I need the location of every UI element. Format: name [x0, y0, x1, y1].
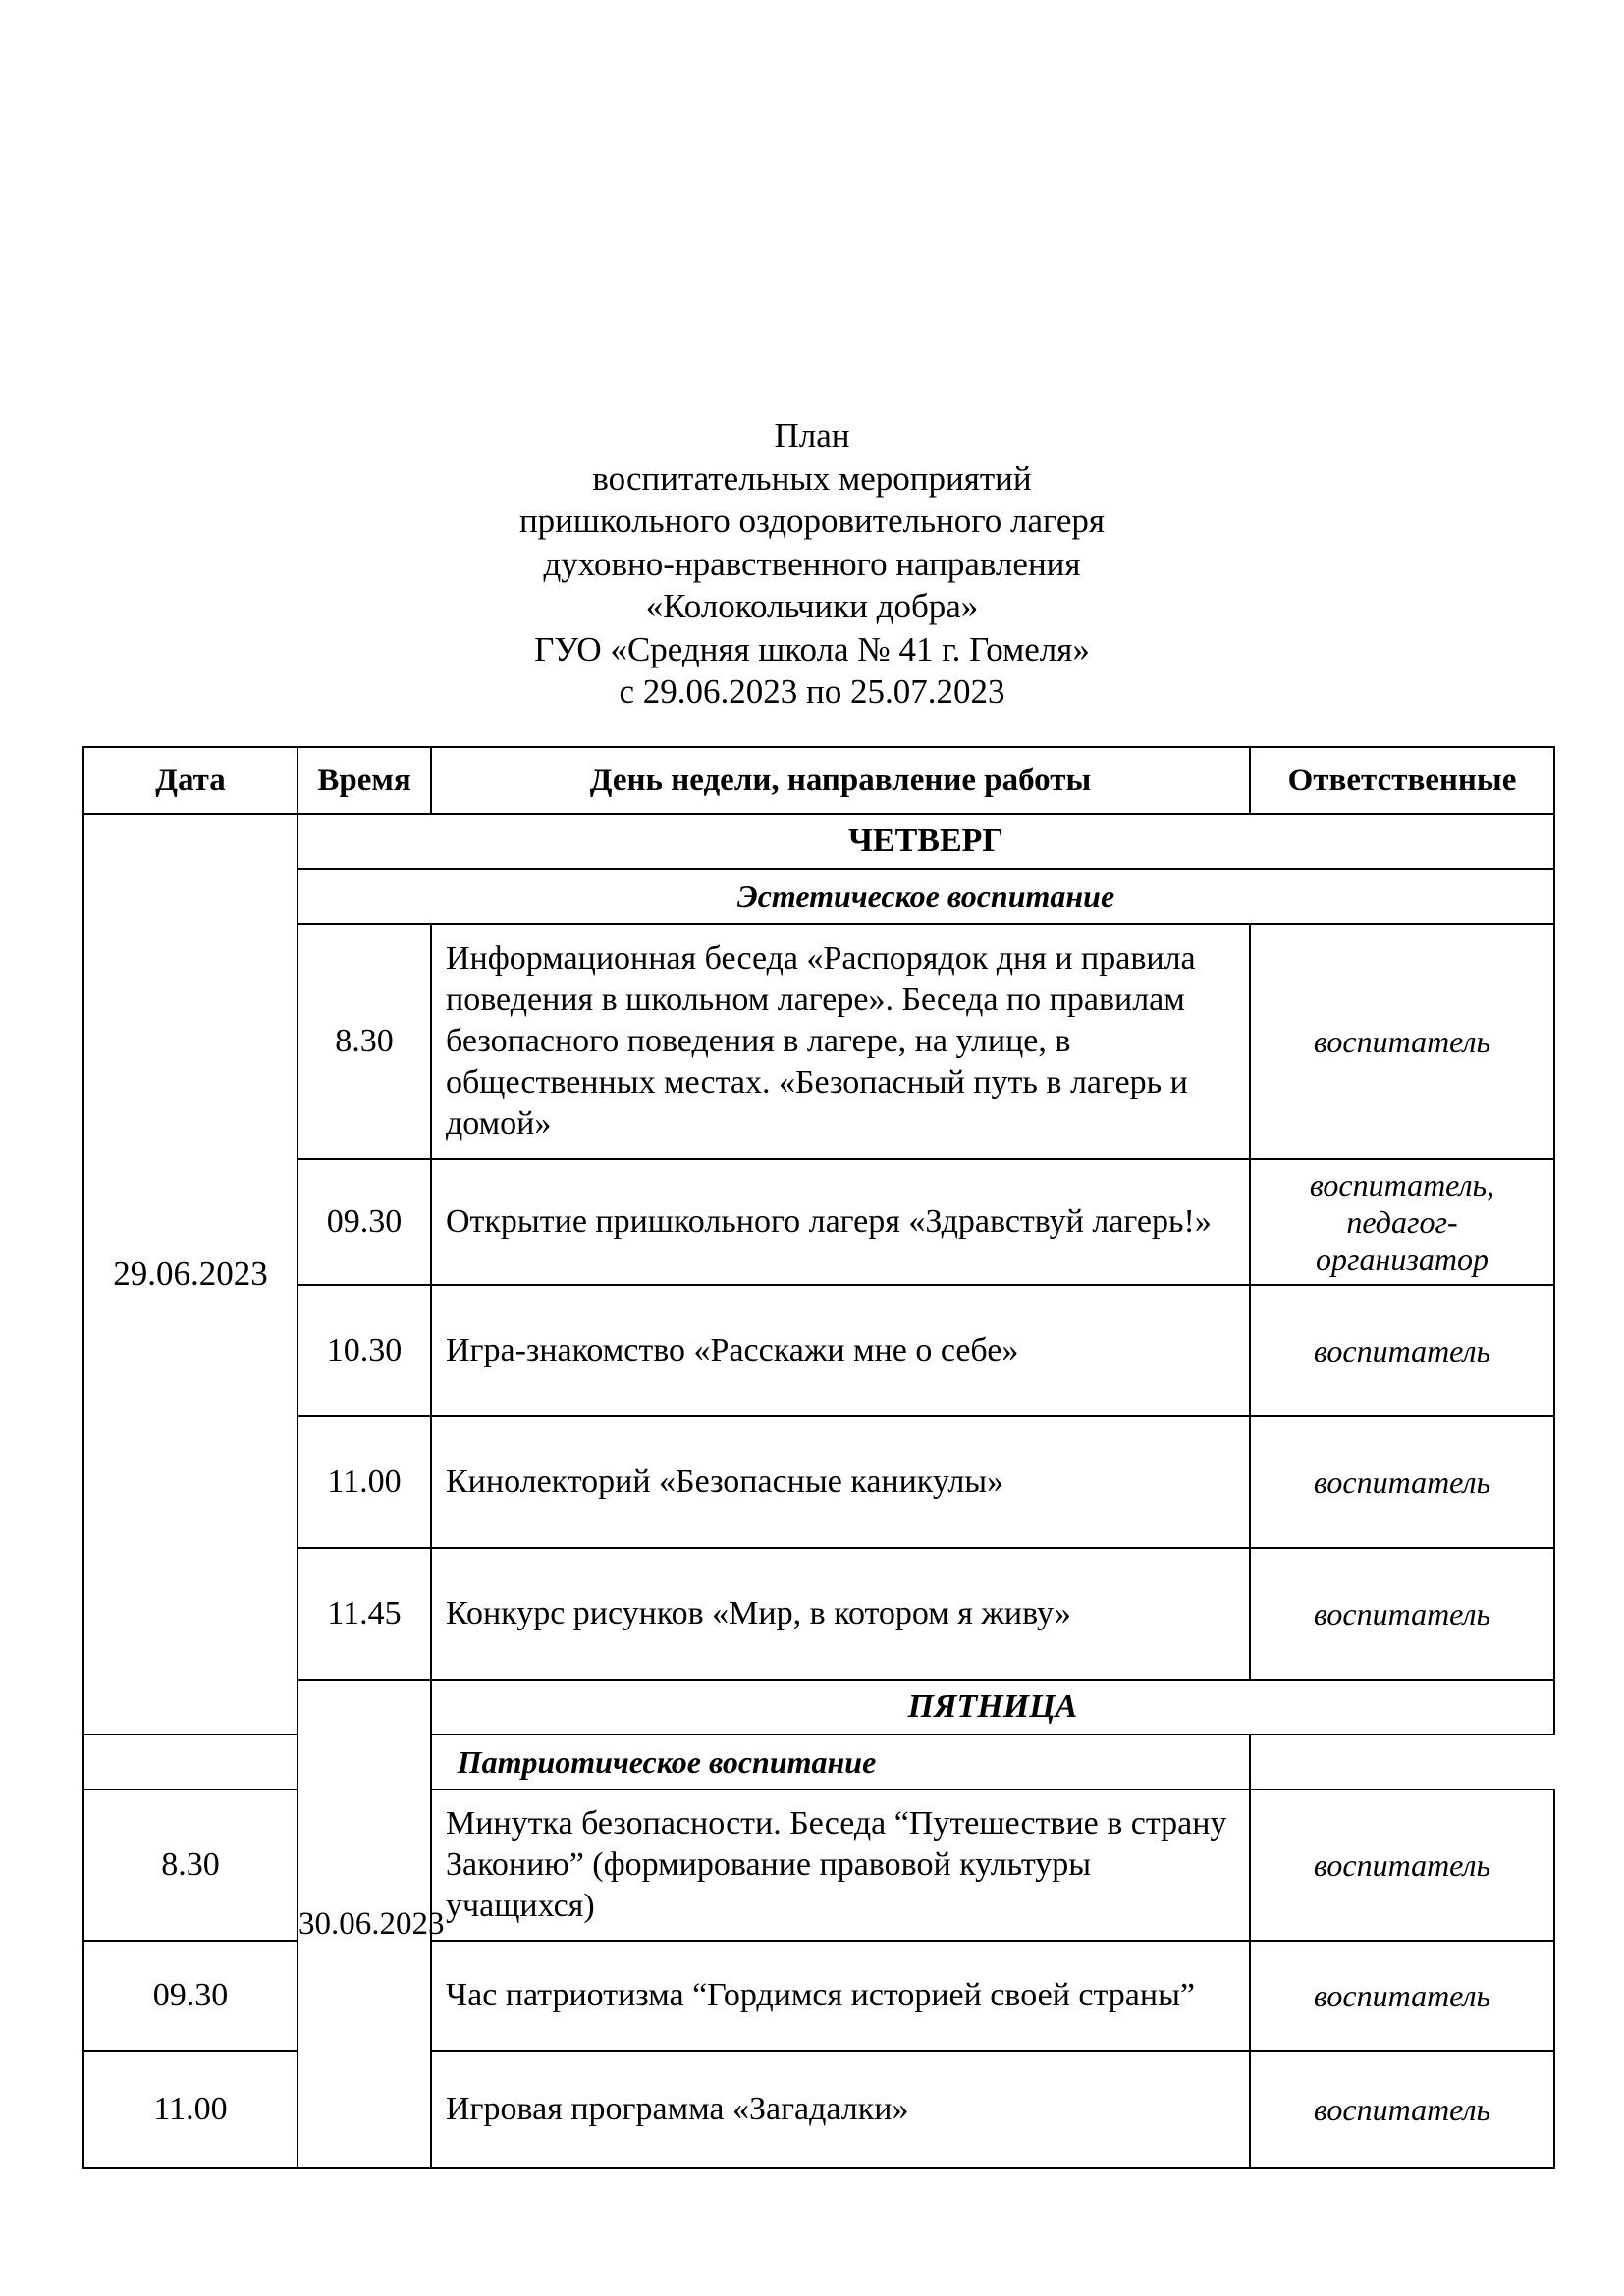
activity-cell: Информационная беседа «Распорядок дня и правила поведения в школьном лагере». Беседа по правилам безопасного поведения в лагере, на улице, в общественных местах. «Безопасный путь в лагерь и домой» — [431, 924, 1250, 1159]
time-cell: 11.45 — [298, 1548, 431, 1680]
title-line-school: ГУО «Средняя школа № 41 г. Гомеля» — [534, 629, 1090, 668]
document-title — [0, 414, 1624, 714]
responsible-cell: воспитатель — [1250, 1285, 1554, 1416]
date-cell: 29.06.2023 — [83, 814, 298, 1735]
time-cell: 11.00 — [298, 1416, 431, 1548]
schedule-table — [82, 746, 1555, 2169]
direction-row — [83, 869, 1554, 924]
activity-cell: Минутка безопасности. Беседа “Путешествие в страну Законию” (формирование правовой культуры учащихся) — [431, 1789, 1250, 1941]
activity-cell: Кинолекторий «Безопасные каникулы» — [431, 1416, 1250, 1548]
weekday-row — [83, 814, 1554, 869]
title-line-period: с 29.06.2023 по 25.07.2023 — [619, 672, 1005, 711]
activity-cell: Игра-знакомство «Расскажи мне о себе» — [431, 1285, 1250, 1416]
title-line-camp-name: «Колокольчики добра» — [645, 587, 979, 625]
weekday-row — [83, 1680, 1554, 1735]
title-line-direction: духовно-нравственного направления — [543, 544, 1081, 583]
direction-row — [83, 1735, 1554, 1789]
title-line-camp: пришкольного оздоровительного лагеря — [518, 502, 1106, 540]
table-row — [83, 1416, 1554, 1548]
header-activity: День недели, направление работы — [431, 747, 1250, 814]
responsible-cell: воспитатель — [1250, 2051, 1554, 2168]
responsible-cell: воспитатель — [1250, 1416, 1554, 1548]
direction-label: Патриотическое воспитание — [83, 1735, 1250, 1789]
responsible-cell: воспитатель, педагог-организатор — [1250, 1159, 1554, 1285]
header-date: Дата — [83, 747, 298, 814]
weekday-label: ПЯТНИЦА — [431, 1680, 1554, 1735]
title-line-subject: воспитательных мероприятий — [592, 458, 1032, 498]
responsible-cell: воспитатель — [1250, 1789, 1554, 1941]
time-cell: 8.30 — [298, 924, 431, 1159]
time-cell: 8.30 — [83, 1789, 298, 1941]
direction-label: Эстетическое воспитание — [298, 869, 1554, 924]
table-header-row — [83, 747, 1554, 814]
activity-cell: Игровая программа «Загадалки» — [431, 2051, 1250, 2168]
table-row — [83, 924, 1554, 1159]
table-row — [83, 1285, 1554, 1416]
table-row — [83, 1548, 1554, 1680]
activity-cell: Конкурс рисунков «Мир, в котором я живу» — [431, 1548, 1250, 1680]
responsible-cell: воспитатель — [1250, 924, 1554, 1159]
date-cell: 30.06.2023 — [298, 1680, 431, 2168]
title-line-plan: План — [774, 416, 850, 454]
activity-cell: Открытие пришкольного лагеря «Здравствуй лагерь!» — [431, 1159, 1250, 1285]
time-cell: 09.30 — [83, 1941, 298, 2051]
weekday-label: ЧЕТВЕРГ — [298, 814, 1554, 869]
header-time: Время — [298, 747, 431, 814]
time-cell: 10.30 — [298, 1285, 431, 1416]
time-cell: 11.00 — [83, 2051, 298, 2168]
activity-cell: Час патриотизма “Гордимся историей своей страны” — [431, 1941, 1250, 2051]
table-row — [83, 1159, 1554, 1285]
responsible-cell: воспитатель — [1250, 1941, 1554, 2051]
time-cell: 09.30 — [298, 1159, 431, 1285]
header-responsible: Ответственные — [1250, 747, 1554, 814]
responsible-cell: воспитатель — [1250, 1548, 1554, 1680]
